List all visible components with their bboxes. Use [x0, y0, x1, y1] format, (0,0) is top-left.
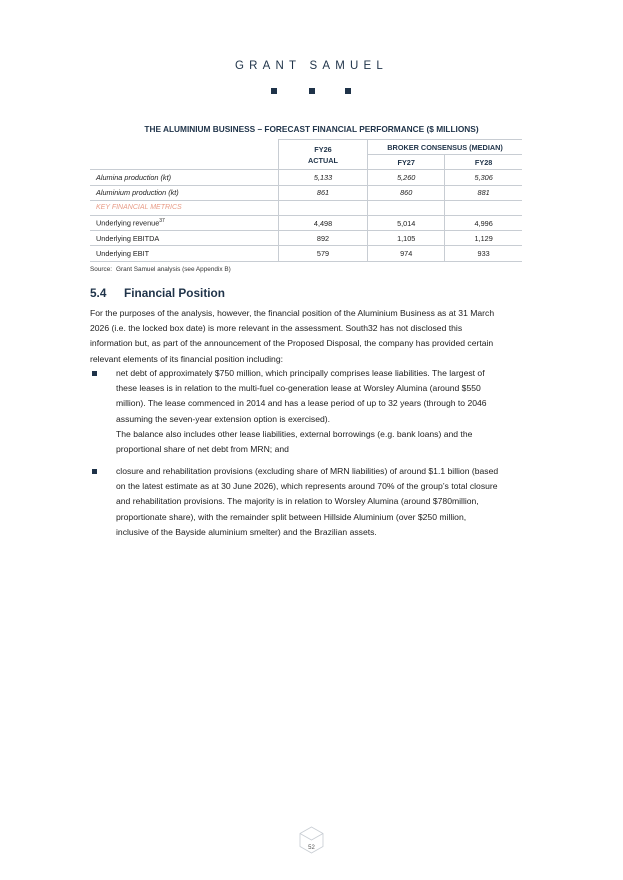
cell-value: 5,260	[368, 170, 445, 185]
financial-table	[90, 139, 522, 262]
cell-value: 5,306	[445, 170, 522, 185]
table-row	[90, 246, 522, 261]
bullet-continuation: The balance also includes other lease liabilities, external borrowings (e.g. bank loans) and the proportional share of net debt from MRN; and	[116, 429, 473, 455]
table-row-section	[90, 200, 522, 215]
logo-square-icon	[345, 88, 351, 94]
column-header-broker-consensus: BROKER CONSENSUS (MEDIAN)	[368, 140, 522, 155]
section-heading	[90, 286, 225, 300]
cell-value: 860	[368, 185, 445, 200]
section-title: Financial Position	[124, 286, 225, 300]
intro-paragraph: For the purposes of the analysis, however, the financial position of the Aluminium Business as at 31 March 2026 (i.e. the locked box date) is more relevant in the assessment. South32 has not disclosed this information but, as part of the announcement of the Proposed Disposal, the company has provided certain relevant elements of its financial position including:	[90, 308, 495, 364]
cell-value: 4,996	[445, 215, 522, 230]
cell-value: 579	[278, 246, 367, 261]
table-row	[90, 185, 522, 200]
table-title: THE ALUMINIUM BUSINESS – FORECAST FINANCIAL PERFORMANCE ($ MILLIONS)	[144, 124, 479, 134]
bullet-square-icon	[92, 469, 97, 474]
footnote-ref: 37	[159, 218, 165, 225]
cell-value: 5,014	[368, 215, 445, 230]
cell-value: 4,498	[278, 215, 367, 230]
table-row	[90, 215, 522, 230]
bullet-item-closure-provisions: closure and rehabilitation provisions (excluding share of MRN liabilities) of around $1.1 billion (based on the latest estimate as at 30 June 2026), which represents around 70% of the group’s total closure and rehabilitation provisions. The majority is in relation to Worsley Alumina (around $780million, proportionate share), with the remainder split between Hillside Aluminium (over $250 million, inclusive of the Bayside aluminium smelter) and the Brazilian assets.	[116, 466, 499, 537]
table-row	[90, 231, 522, 246]
column-header-fy27: FY27	[368, 155, 445, 170]
row-label: Underlying EBIT	[90, 246, 278, 261]
cell-value: 1,129	[445, 231, 522, 246]
column-header-fy26: FY26 ACTUAL	[278, 140, 367, 170]
logo-squares	[0, 88, 623, 96]
section-label: KEY FINANCIAL METRICS	[90, 200, 278, 215]
company-logo: GRANT SAMUEL	[235, 60, 388, 72]
column-header-fy28: FY28	[445, 155, 522, 170]
table-source: Source: Grant Samuel analysis (see Appendix B)	[90, 266, 231, 273]
section-number: 5.4	[90, 286, 107, 300]
row-label: Underlying revenue$^{37}$	[90, 215, 278, 230]
row-label: Underlying EBITDA	[90, 231, 278, 246]
bullet-item-net-debt: net debt of approximately $750 million, which principally comprises lease liabilities. The largest of these leases is in relation to the multi-fuel co-generation lease at Worsley Alumina (around $550 million). The lease commenced in 2014 and has a lease period of up to 32 years (through to 2046 assuming the seven-year extension option is exercised).	[116, 368, 487, 424]
row-label: Aluminium production (kt)	[90, 185, 278, 200]
logo-square-icon	[309, 88, 315, 94]
cell-value: 881	[445, 185, 522, 200]
cell-value: 892	[278, 231, 367, 246]
bullet-square-icon	[92, 371, 97, 376]
cell-value: 861	[278, 185, 367, 200]
cell-value: 5,133	[278, 170, 367, 185]
cell-value: 1,105	[368, 231, 445, 246]
page-number: 52	[308, 845, 315, 851]
cell-value: 933	[445, 246, 522, 261]
cell-value: 974	[368, 246, 445, 261]
table-row	[90, 170, 522, 185]
logo-square-icon	[271, 88, 277, 94]
row-label: Alumina production (kt)	[90, 170, 278, 185]
